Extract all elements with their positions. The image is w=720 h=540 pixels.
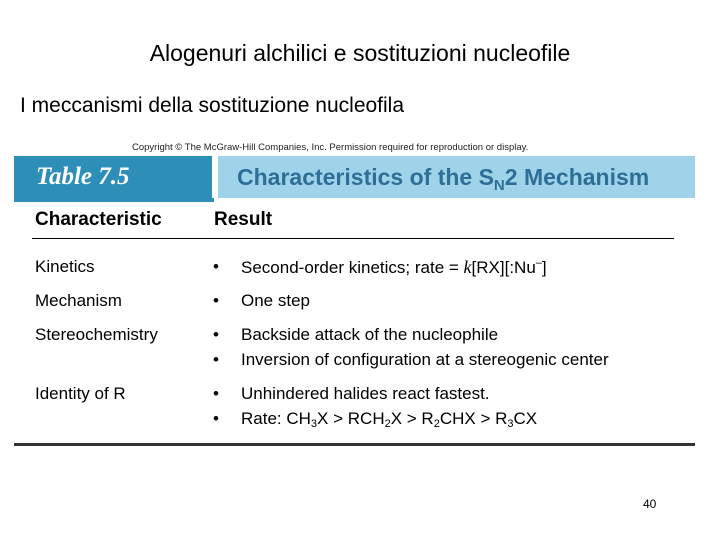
kinetics-expr: [RX][:Nu: [471, 258, 536, 277]
rate-p1: Rate: CH: [241, 409, 311, 428]
column-header-characteristic: Characteristic: [35, 209, 162, 230]
table-caption: [237, 164, 650, 194]
table-number: Table 7.5: [36, 163, 130, 190]
rate-s4: 3: [507, 418, 514, 430]
row-label-mechanism: Mechanism: [35, 291, 122, 310]
slide-title: Alogenuri alchilici e sostituzioni nucleofile: [149, 40, 571, 66]
bullet: •: [213, 409, 219, 428]
caption-sub: N: [493, 177, 505, 194]
table-banner: [14, 156, 695, 198]
result-stereo-2: Inversion of configuration at a stereogenic center: [241, 350, 609, 369]
slide-subtitle: I meccanismi della sostituzione nucleofila: [20, 94, 405, 117]
bullet: •: [213, 384, 219, 403]
copyright-notice: Copyright © The McGraw-Hill Companies, Inc. Permission required for reproduction or display.: [132, 142, 529, 153]
rate-s2: 2: [384, 418, 391, 430]
column-header-result: Result: [214, 209, 273, 230]
rate-s3: 2: [433, 418, 440, 430]
table-number-block: [14, 156, 212, 198]
row-label-identity: Identity of R: [35, 384, 126, 403]
caption-pre: Characteristics of the S: [237, 164, 494, 190]
row-label-kinetics: Kinetics: [35, 257, 95, 276]
page-number: 40: [643, 497, 657, 511]
kinetics-text: Second-order kinetics; rate =: [241, 258, 464, 277]
kinetics-k: k: [463, 257, 472, 277]
bullet: •: [213, 257, 219, 276]
banner-separator: [212, 156, 218, 198]
banner-underline: [14, 198, 214, 202]
caption-post: 2 Mechanism: [504, 164, 650, 190]
bullet: •: [213, 291, 219, 310]
result-stereo-1: Backside attack of the nucleophile: [241, 325, 499, 344]
rate-p5: CX: [513, 409, 538, 428]
kinetics-close: ]: [541, 258, 547, 277]
result-identity-1: Unhindered halides react fastest.: [241, 384, 490, 403]
header-rule: [32, 238, 674, 239]
table-bottom-rule: [14, 443, 695, 446]
row-label-stereochemistry: Stereochemistry: [35, 325, 158, 344]
bullet: •: [213, 325, 219, 344]
result-mechanism: One step: [241, 291, 310, 310]
result-kinetics: [241, 257, 547, 278]
rate-p3: X > R: [390, 409, 434, 428]
rate-p2: X > RCH: [317, 409, 385, 428]
kinetics-sup: –: [535, 257, 542, 269]
rate-s1: 3: [310, 418, 318, 430]
result-identity-rate: [241, 409, 537, 429]
bullet: •: [213, 350, 219, 369]
rate-p4: CHX > R: [439, 409, 508, 428]
